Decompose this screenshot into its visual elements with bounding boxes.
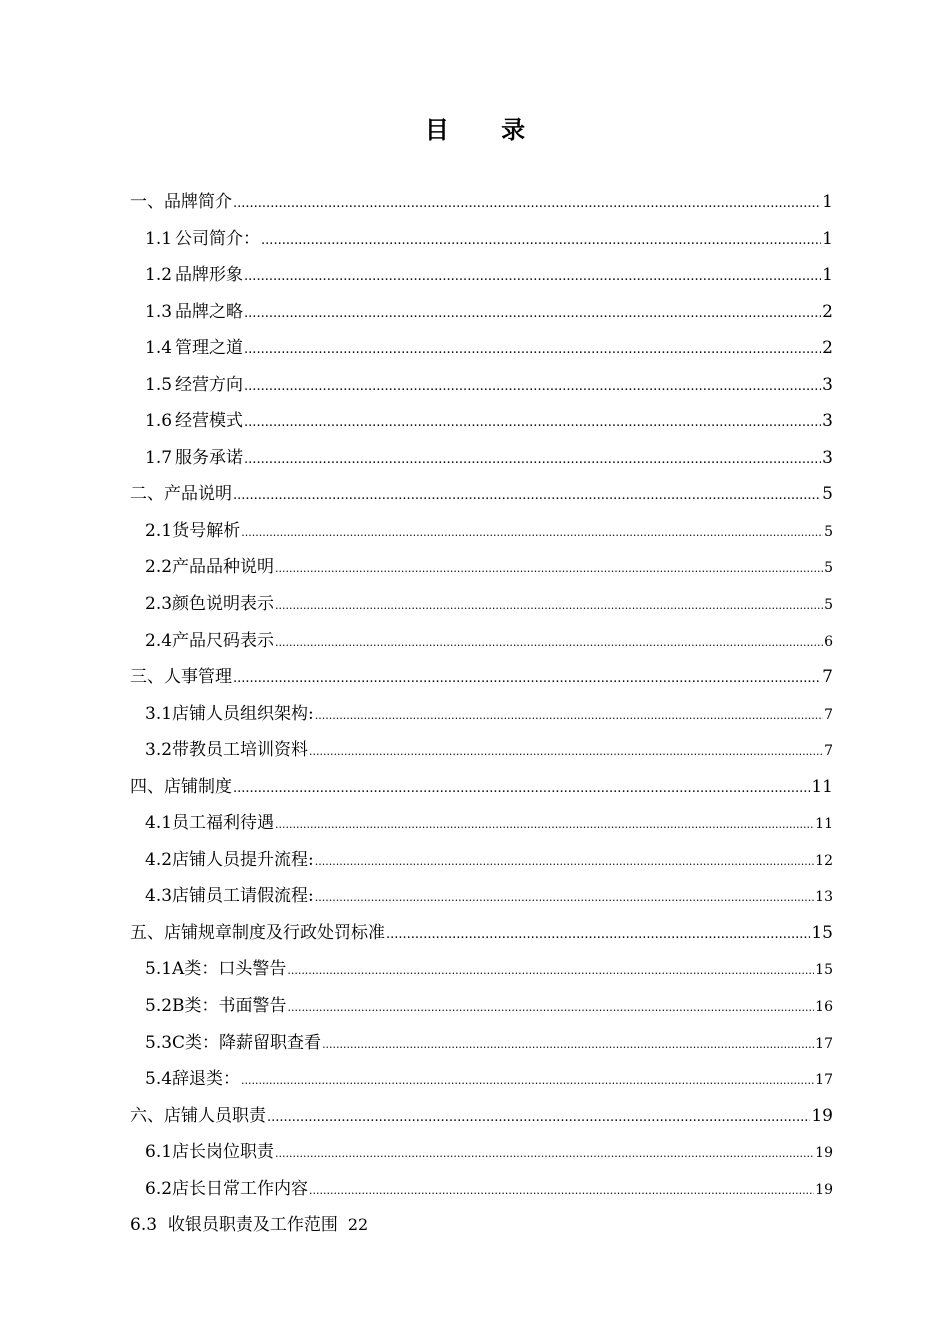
toc-entry[interactable] [130,330,833,367]
toc-entry-title: C类：降薪留职查看 [172,1032,322,1053]
toc-entry-number: 一、 [130,192,164,212]
toc-entry-page: 11 [811,776,833,797]
page-title: 目 录 [424,115,548,144]
toc-entry[interactable] [130,367,833,404]
toc-entry-number: 五、 [130,922,164,943]
toc-entry-title: 收银员职责及工作范围 [167,1215,338,1236]
dot-leader [244,369,821,406]
toc-entry-title: 经营方向 [175,374,244,395]
dot-leader [275,807,814,844]
dot-leader [244,405,821,442]
toc-entry-page: 1 [822,265,833,286]
toc-entry[interactable] [130,403,833,440]
toc-entry-page: 17 [815,1072,833,1089]
toc-entry-unformatted[interactable] [130,1207,833,1244]
dot-leader [244,332,821,369]
toc-entry[interactable] [130,549,833,586]
toc-entry-page: 3 [822,411,833,432]
toc-entry-page: 5 [822,484,833,505]
toc-entry-number: 4.2 [145,849,173,870]
toc-entry[interactable] [130,988,833,1025]
toc-entry-page: 5 [824,597,833,614]
toc-entry-number: 6.3 [130,1215,158,1236]
toc-entry-page: 3 [822,447,833,468]
toc-entry[interactable] [130,513,833,550]
toc-entry-number: 5.4 [145,1069,173,1090]
toc-entry-number: 2.2 [145,557,173,578]
toc-entry[interactable] [130,1025,833,1062]
dot-leader [322,1027,814,1064]
toc-entry[interactable] [130,732,833,769]
toc-entry[interactable] [130,184,833,221]
dot-leader [261,223,821,260]
toc-entry[interactable] [130,1098,833,1135]
toc-entry-title: 店铺人员职责 [164,1105,266,1126]
toc-entry-title: 品牌简介 [164,192,232,212]
toc-entry-title: 货号解析 [172,520,241,541]
toc-entry-number: 5.3 [145,1032,173,1053]
dot-leader [233,478,821,515]
toc-entry[interactable] [130,476,833,513]
toc-entry-number: 六、 [130,1105,164,1126]
dot-leader [275,551,823,588]
toc-entry-number: 2.4 [145,630,173,651]
table-of-contents [130,184,833,1244]
toc-entry-title: 品牌之略 [175,301,244,322]
toc-entry-number: 1.6 [145,411,173,432]
dot-leader [275,625,823,662]
toc-entry-title: 人事管理 [164,667,232,688]
dot-leader [315,880,814,917]
toc-entry-number: 二、 [130,484,164,505]
toc-entry-page: 16 [815,999,833,1016]
dot-leader [309,1173,814,1210]
toc-entry-number: 3.1 [145,703,173,724]
toc-entry-page: 17 [815,1035,833,1052]
toc-entry-number: 四、 [130,776,164,797]
dot-leader [233,771,810,808]
toc-entry-title: 店铺人员组织架构: [172,703,314,724]
dot-leader [386,917,810,954]
toc-entry[interactable] [130,769,833,806]
toc-entry-title: 店铺员工请假流程: [172,886,314,907]
toc-entry-title: 店长日常工作内容 [172,1178,309,1199]
toc-entry-number: 4.1 [145,813,173,834]
toc-entry-number: 2.3 [145,594,173,615]
toc-entry-page: 3 [822,374,833,395]
dot-leader [241,515,823,552]
toc-entry-number: 3.2 [145,740,173,761]
toc-entry-title: 管理之道 [175,338,244,359]
toc-entry[interactable] [130,1134,833,1171]
toc-entry-title: 产品说明 [164,484,232,505]
toc-entry-number: 5.2 [145,996,173,1017]
toc-entry-number: 5.1 [145,959,173,980]
toc-entry-number: 1.1 [145,228,173,249]
toc-entry-page: 5 [824,560,833,577]
toc-entry[interactable] [130,951,833,988]
toc-entry[interactable] [130,623,833,660]
toc-entry-title: 品牌形象 [175,265,244,286]
toc-entry-number: 1.4 [145,338,173,359]
toc-entry-title: 产品尺码表示 [172,630,275,651]
toc-entry-page: 6 [824,633,833,650]
toc-entry-page: 1 [822,192,833,212]
dot-leader [309,734,823,771]
toc-entry-title: 产品品种说明 [172,557,275,578]
toc-entry-title: 店长岗位职责 [172,1142,275,1163]
dot-leader [241,1063,814,1100]
toc-entry-page: 2 [822,338,833,359]
toc-entry-title: 店铺制度 [164,776,232,797]
toc-entry-title: 店铺人员提升流程: [172,849,314,870]
dot-leader [267,1100,810,1137]
dot-leader [275,1136,814,1173]
toc-entry-title: 带教员工培训资料 [172,740,309,761]
toc-entry-title: 服务承诺 [175,447,244,468]
dot-leader [288,990,815,1027]
toc-entry-page: 2 [822,301,833,322]
toc-entry-number: 三、 [130,667,164,688]
toc-entry[interactable] [130,440,833,477]
toc-entry-page: 1 [822,228,833,249]
toc-entry[interactable] [130,915,833,952]
toc-entry-number: 1.2 [145,265,173,286]
toc-entry[interactable] [130,805,833,842]
toc-entry[interactable] [130,294,833,331]
toc-entry[interactable] [130,659,833,696]
toc-entry-title: B类：书面警告 [172,996,287,1017]
dot-leader [275,588,823,625]
dot-leader [287,953,814,990]
toc-entry-page: 19 [815,1181,833,1198]
toc-entry-page: 15 [815,962,833,979]
toc-entry[interactable] [130,257,833,294]
toc-entry-number: 1.7 [145,447,173,468]
toc-entry-number: 2.1 [145,520,173,541]
toc-entry-title: 经营模式 [175,411,244,432]
toc-entry-title: A类：口头警告 [172,959,287,980]
toc-entry[interactable] [130,1061,833,1098]
toc-entry-number: 1.3 [145,301,173,322]
toc-entry-page: 15 [811,922,833,943]
toc-entry[interactable] [130,1171,833,1208]
toc-entry-page: 7 [822,667,833,688]
toc-entry-title: 公司简介： [175,228,261,249]
toc-entry-page: 22 [347,1215,369,1235]
dot-leader [233,186,821,223]
toc-entry[interactable] [130,696,833,733]
toc-entry-page: 12 [815,852,833,869]
toc-entry[interactable] [130,586,833,623]
toc-entry[interactable] [130,878,833,915]
toc-entry-title: 店铺规章制度及行政处罚标准 [164,922,385,943]
toc-entry-title: 辞退类： [172,1069,241,1090]
toc-entry-page: 5 [824,523,833,540]
toc-entry-page: 19 [815,1145,833,1162]
toc-entry-number: 6.2 [145,1178,173,1199]
dot-leader [315,698,823,735]
toc-entry-title: 员工福利待遇 [172,813,275,834]
toc-entry-page: 7 [824,743,833,760]
dot-leader [244,296,821,333]
toc-entry[interactable] [130,221,833,258]
dot-leader [244,442,821,479]
toc-entry-page: 11 [815,816,833,833]
dot-leader [315,844,814,881]
toc-entry-page: 13 [815,889,833,906]
toc-entry-title: 颜色说明表示 [172,594,275,615]
toc-entry-number: 6.1 [145,1142,173,1163]
toc-entry-number: 4.3 [145,886,173,907]
toc-entry-number: 1.5 [145,374,173,395]
dot-leader [233,661,821,698]
toc-entry[interactable] [130,842,833,879]
toc-entry-page: 7 [824,706,833,723]
dot-leader [244,259,821,296]
toc-entry-page: 19 [811,1105,833,1126]
